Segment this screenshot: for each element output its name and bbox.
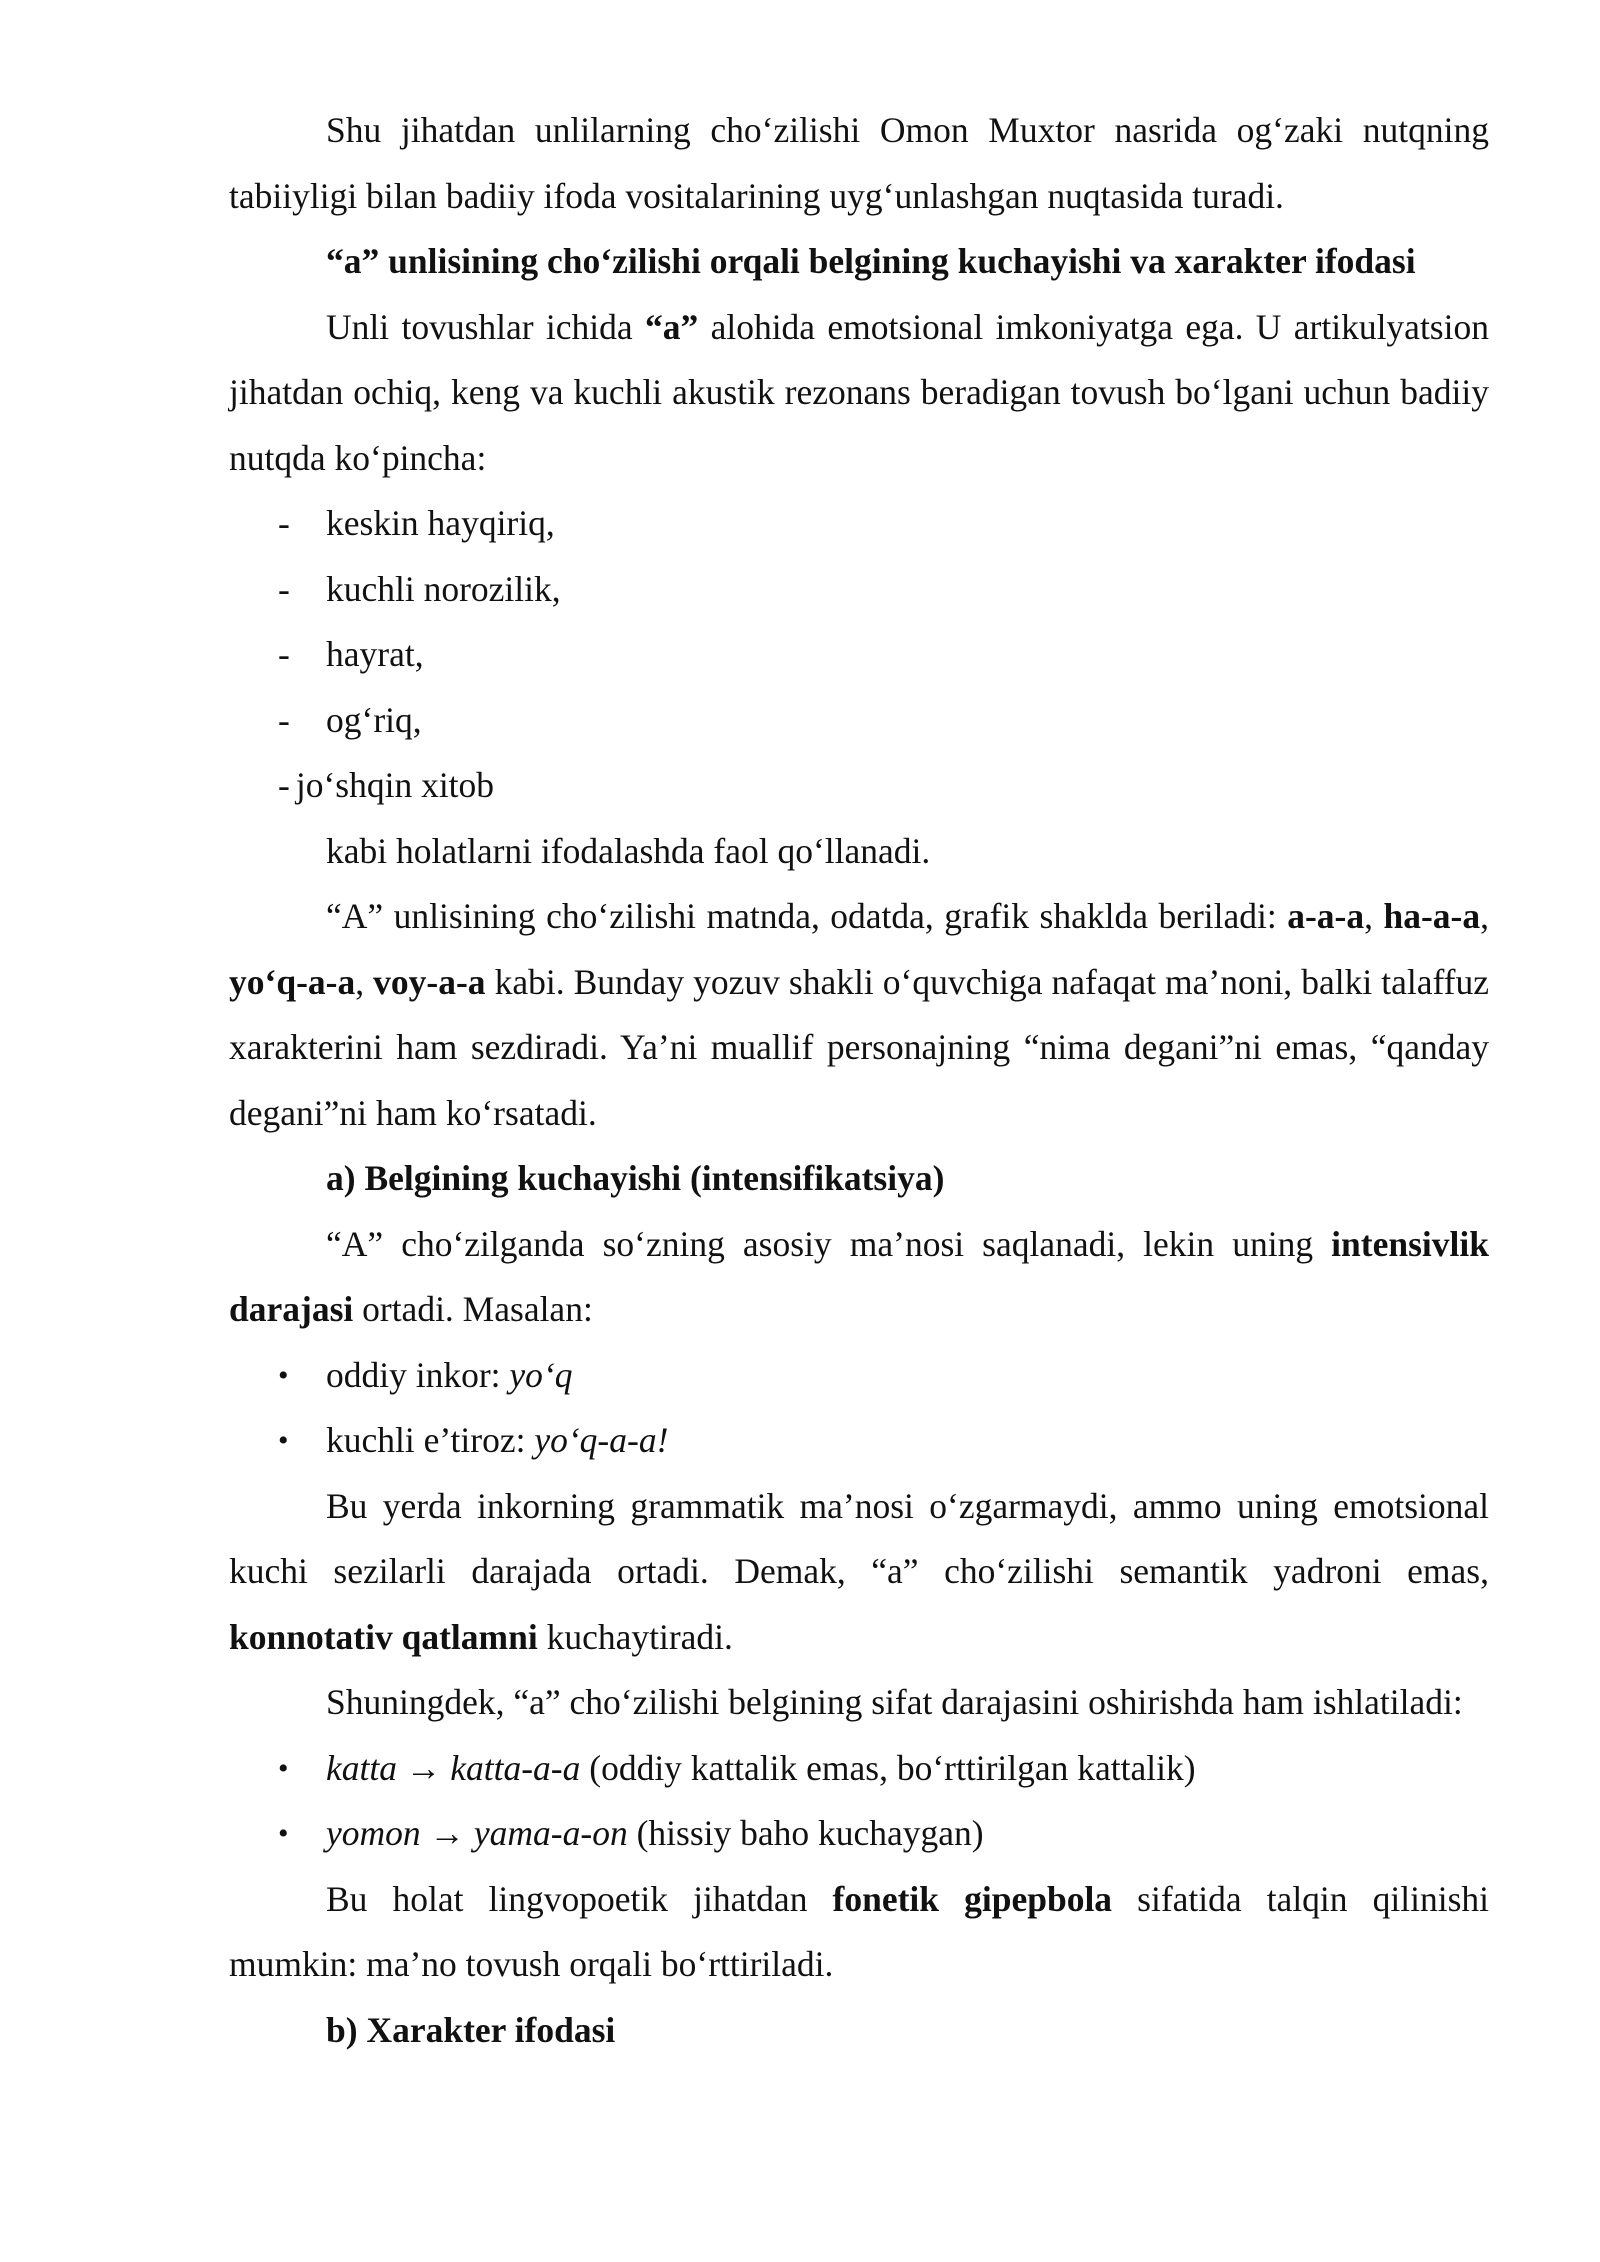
bold-run: “a” <box>644 306 699 347</box>
paragraph-intro: Shu jihatdan unlilarning cho‘zilishi Omon Muxtor nasrida og‘zaki nutqning tabiiyligi bilan badiiy ifoda vositalarining uyg‘unlashgan nuqtasida turadi. <box>229 110 1489 216</box>
text-run: “A” cho‘zilganda so‘zning asosiy ma’nosi saqlanadi, lekin uning <box>326 1223 1332 1264</box>
dash-list-text: og‘riq, <box>326 699 422 740</box>
bold-example: a-a-a <box>1287 896 1365 936</box>
arrow-glyph: → <box>420 1813 474 1853</box>
bullet-text <box>326 1801 984 1867</box>
text-run: kuchaytiradi. <box>537 1616 733 1657</box>
dash-marker: - <box>278 503 290 543</box>
subheading-b <box>229 1998 1489 2064</box>
dash-marker: - <box>278 634 290 674</box>
bullet-marker: • <box>278 1358 289 1392</box>
bullet-list-item <box>229 1343 1489 1409</box>
dash-list-text: keskin hayqiriq, <box>326 503 555 543</box>
bullet-label: kuchli e’tiroz: <box>326 1420 535 1460</box>
text-run: Unli tovushlar ichida <box>326 306 645 347</box>
separator: , <box>355 961 374 1002</box>
bullet-marker: • <box>278 1424 289 1457</box>
paragraph-a-vowel <box>229 295 1489 492</box>
bullet-marker: • <box>278 1751 289 1785</box>
dash-list-item <box>229 753 1489 819</box>
paragraph-degree: Shuningdek, “a” cho‘zilishi belgining sifat darajasini oshirishda ham ishlatiladi: <box>326 1682 1463 1722</box>
bullet-label: oddiy inkor: <box>326 1354 510 1395</box>
bullet-word: yama-a-on <box>473 1813 628 1853</box>
subheading-a-text: a) Belgining kuchayishi (intensifikatsiya) <box>326 1158 945 1198</box>
bullet-example: yo‘q <box>509 1354 573 1395</box>
text-run: “A” unlisining cho‘zilishi matnda, odatda, grafik shaklda beriladi: <box>326 896 1288 936</box>
bold-example: yo‘q-a-a <box>229 961 356 1002</box>
subheading-b-text: b) Xarakter ifodasi <box>326 2009 616 2050</box>
bold-example: ha-a-a <box>1383 896 1481 936</box>
bullet-text <box>326 1343 573 1409</box>
text-run: kabi. Bunday yozuv shakli o‘quvchiga nafaqat ma’noni, balki talaffuz xarakterini ham sezdiradi. Ya’ni muallif personajning “nima degani”ni emas, “qanday degani”ni ham ko‘rsatadi. <box>229 961 1490 1133</box>
section-heading <box>229 229 1489 295</box>
paragraph-intensity <box>229 1212 1489 1343</box>
dash-list-text: hayrat, <box>326 634 424 674</box>
text-run: ortadi. Masalan: <box>353 1289 593 1329</box>
separator: , <box>1364 896 1384 936</box>
bold-run: konnotativ qatlamni <box>229 1616 538 1657</box>
dash-list-item <box>229 491 1489 557</box>
subheading-a <box>229 1146 1489 1212</box>
bullet-word: katta <box>326 1747 397 1788</box>
bullet-text <box>326 1736 1196 1802</box>
section-heading-text: “a” unlisining cho‘zilishi orqali belgining kuchayishi va xarakter ifodasi <box>326 241 1416 281</box>
arrow-glyph: → <box>396 1747 451 1788</box>
text-run: alohida emotsional imkoniyatga ega. U artikulyatsion jihatdan ochiq, keng va kuchli akustik rezonans beradigan tovush bo‘lgani uchun badiiy nutqda ko‘pincha: <box>229 306 1489 478</box>
text-run: Bu holat lingvopoetik jihatdan <box>326 1878 833 1919</box>
separator: , <box>1480 896 1489 936</box>
bullet-list-item <box>229 1736 1489 1802</box>
bullet-list-item <box>229 1801 1489 1867</box>
dash-list-item <box>229 688 1489 754</box>
text-run: Bu yerda inkorning grammatik ma’nosi o‘zgarmaydi, ammo uning emotsional kuchi sezilarli darajada ortadi. Demak, “a” cho‘zilishi semantik yadroni emas, <box>229 1485 1489 1591</box>
bold-run: fonetik gipepbola <box>832 1878 1113 1919</box>
bullet-marker: • <box>278 1817 289 1850</box>
dash-marker: - <box>278 699 290 740</box>
bullet-note: (hissiy baho kuchaygan) <box>627 1813 984 1853</box>
bullet-word: katta-a-a <box>450 1747 581 1788</box>
dash-marker: - <box>278 765 290 805</box>
bold-example: voy-a-a <box>373 961 486 1002</box>
bullet-text <box>326 1408 668 1474</box>
paragraph-hyperbole <box>229 1867 1489 1998</box>
dash-list-text: jo‘shqin xitob <box>295 765 495 805</box>
paragraph-usage: kabi holatlarni ifodalashda faol qo‘llanadi. <box>326 830 931 871</box>
dash-marker: - <box>278 568 290 609</box>
bold-run: intensivlik darajasi <box>229 1223 1489 1329</box>
dash-list-item <box>229 622 1489 688</box>
bullet-list-item <box>229 1408 1489 1474</box>
bullet-note: (oddiy kattalik emas, bo‘rttirilgan kattalik) <box>580 1747 1196 1788</box>
bullet-example: yo‘q-a-a! <box>534 1420 669 1460</box>
paragraph-graphic-form <box>229 884 1489 1146</box>
paragraph-negation <box>229 1474 1489 1671</box>
document-page <box>229 98 1489 2063</box>
dash-list-item <box>229 557 1489 623</box>
text-run: sifatida talqin qilinishi mumkin: ma’no tovush orqali bo‘rttiriladi. <box>229 1878 1489 1984</box>
bullet-word: yomon <box>326 1813 421 1853</box>
dash-list-text: kuchli norozilik, <box>326 568 561 609</box>
